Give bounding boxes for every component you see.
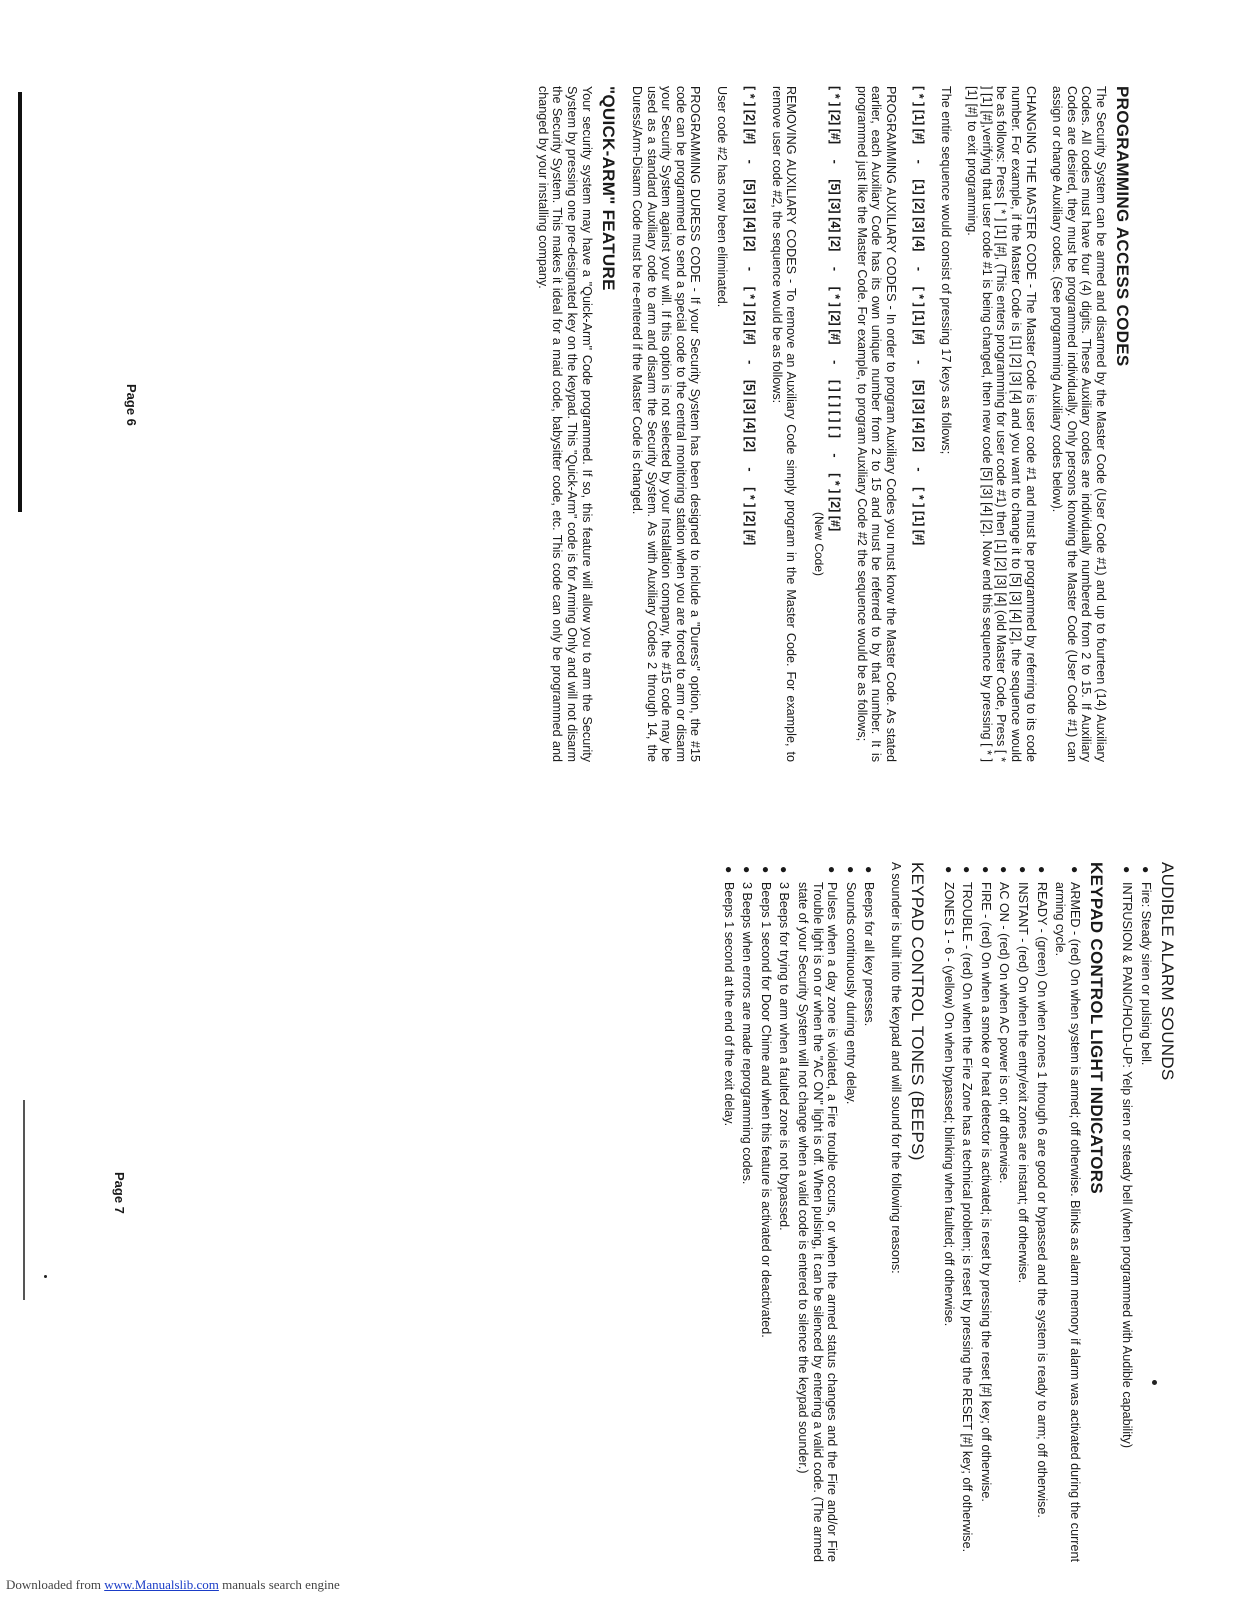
- list-item: ● Beeps for all key presses.: [862, 866, 877, 1027]
- key-group: [ * ] [2] [#]: [828, 286, 843, 345]
- key-group: [5] [3] [4] [2]: [828, 179, 843, 252]
- light-indicators-list: [941, 862, 1082, 1562]
- list-item: ● ARMED - (red) On when system is armed; off otherwise. Blinks as alarm memory if alarm was activated during the current arming cycle.: [1053, 866, 1082, 1562]
- bullet-icon: ●: [843, 866, 858, 874]
- key-group: [5] [3] [4] [2]: [743, 379, 758, 452]
- manual-page-7: [0, 800, 1237, 1600]
- separator: -: [743, 159, 758, 164]
- access-codes-intro: The Security System can be armed and disarmed by the Master Code (User Code #1) and up to fourteen (14) Auxiliary Codes. All codes must have four (4) digits. These Auxiliary codes are individually numbered from 2 to 15. If Auxiliary Codes are desired, they must be programmed individually. Only persons knowing the Master Code (User Code #1) can assign or change Auxiliary codes. (See programming Auxiliary codes below).: [1050, 86, 1108, 762]
- scan-speck: [1152, 1380, 1157, 1385]
- separator: -: [912, 467, 927, 472]
- scan-speck: [44, 1275, 47, 1278]
- key-group: [ * ] [2] [#]: [743, 286, 758, 345]
- key-group: [5] [3] [4] [2]: [912, 379, 927, 452]
- separator: -: [743, 360, 758, 365]
- separator: -: [828, 360, 843, 365]
- changing-master-code-paragraph: CHANGING THE MASTER CODE - The Master Code is user code #1 and must be programmed by referring to its code number. For example, if the Master Code is [1] [2] [3] [4] and you want to change it to [5] [3] [4] [2], the sequence would be as follows: Press [ * ] [1] [#], (This enters programming for user code #1) then [1] [2] [3] [4] (old Master Code, Press [ * ] [1] [#],verifying that user code #1 is being changed, then new code [5] [3] [4] [2]. Now end this sequence by pressing [ * ] [1] [#] to exit programming.: [965, 86, 1038, 762]
- key-group: [5] [3] [4] [2]: [743, 179, 758, 252]
- list-item: ● TROUBLE - (red) On when the Fire Zone has a technical problem; is reset by pressing the RESET [#] key; off otherwise.: [960, 866, 975, 1553]
- list-item: ● AC ON - (red) On when AC power is on; off otherwise.: [997, 866, 1012, 1184]
- key-group: [ * ] [2] [#]: [743, 487, 758, 546]
- bullet-icon: ●: [721, 866, 736, 874]
- key-group: [ * ] [1] [#]: [912, 286, 927, 345]
- remove-result-text: User code #2 has now been eliminated.: [715, 86, 730, 308]
- alarm-sounds-list: [1120, 862, 1153, 1562]
- tones-list: [721, 862, 876, 1562]
- bullet-icon: ●: [1067, 866, 1082, 874]
- duress-code-paragraph: PROGRAMMING DURESS CODE - If your Security System has been designed to include a "Duress" option, the #15 code can be programmed to send a special code to the central monitoring station when you are forced to arm or disarm your Security System against your will. If this option is not selected by your Installation company, the #15 code may be used as a standard Auxiliary code to arm and disarm the Security System. As with Auxiliary Codes 2 through 14, the Duress/Arm-Disarm Code must be re-entered if the Master Code is changed.: [630, 86, 703, 762]
- scan-edge-bar: [18, 92, 22, 512]
- bullet-icon: ●: [941, 866, 956, 874]
- remove-code-key-sequence: [743, 86, 757, 762]
- list-item: ● 3 Beeps for trying to arm when a faulted zone is not bypassed.: [777, 866, 792, 1231]
- key-group: [1] [2] [3] [4]: [912, 179, 927, 252]
- programming-auxiliary-codes-paragraph: PROGRAMMING AUXILIARY CODES - In order to program Auxiliary Codes you must know the Master Code. As stated earlier, each Auxiliary Code has its own unique number from 2 to 15 and must be referred to by that number. It is programmed just like the Master Code. For example, to program Auxiliary Code #2 the sequence would be as follows;: [854, 86, 899, 762]
- bullet-icon: ●: [1016, 866, 1031, 874]
- bullet-icon: ●: [1034, 866, 1049, 874]
- bullet-icon: ●: [825, 866, 840, 874]
- page-6-number: Page 6: [124, 384, 139, 426]
- programming-access-codes-heading: PROGRAMMING ACCESS CODES: [1113, 86, 1132, 367]
- auxiliary-code-key-sequence: [812, 86, 842, 762]
- key-group: [ * ] [1] [#]: [912, 487, 927, 546]
- key-group: [ * ] [2] [#]: [828, 473, 843, 532]
- list-item: ● INSTANT - (red) On when the entry/exit zones are instant; off otherwise.: [1016, 866, 1031, 1284]
- audible-alarm-sounds-heading: AUDIBLE ALARM SOUNDS: [1158, 862, 1177, 1081]
- quick-arm-paragraph: Your security system may have a "Quick-Arm" Code programmed. If so, this feature will allow you to arm the Security System by pressing one pre-designated key on the keypad. This "Quick-Arm" code is for Arming Only and will not disarm the Security System. This makes it ideal for a maid code, babysitter code, etc. This code can only be programmed and changed by your installing company.: [535, 86, 594, 762]
- footer-suffix: manuals search engine: [222, 1577, 340, 1592]
- separator: -: [743, 266, 758, 272]
- download-footer: [6, 1577, 340, 1593]
- removing-auxiliary-codes-paragraph: REMOVING AUXILIARY CODES - To remove an Auxiliary Code simply program in the Master Code. For example, to remove user code #2, the sequence would be as follows:: [769, 86, 799, 762]
- list-item: ● Fire: Steady siren or pulsing bell.: [1139, 866, 1153, 1066]
- page-7-number: Page 7: [112, 1172, 127, 1214]
- key-group: [ ] [ ] [ ] [ ]: [828, 379, 843, 438]
- bullet-icon: ●: [740, 866, 755, 874]
- new-code-note: (New Code): [812, 512, 827, 577]
- separator: -: [828, 453, 843, 458]
- key-group: [ * ] [1] [#]: [912, 86, 927, 145]
- master-sequence-intro: The entire sequence would consist of pressing 17 keys as follows;: [938, 86, 953, 455]
- separator: -: [828, 159, 843, 164]
- separator: -: [912, 266, 927, 272]
- page-6-column: [523, 86, 1132, 762]
- list-item: ● FIRE - (red) On when a smoke or heat detector is activated; is reset by pressing the reset [#] key; off otherwise.: [978, 866, 993, 1502]
- list-item: ● Sounds continuously during entry delay.: [843, 866, 858, 1105]
- bullet-icon: ●: [960, 866, 975, 874]
- keypad-control-tones-heading: KEYPAD CONTROL TONES (BEEPS): [908, 862, 928, 1161]
- list-item: ● INTRUSION & PANIC/HOLD-UP: Yelp siren or steady bell (when programmed with Audible capability): [1120, 866, 1135, 1449]
- list-item: ● Beeps 1 second at the end of the exit delay.: [721, 866, 736, 1127]
- separator: -: [743, 467, 758, 472]
- tones-intro: A sounder is built into the keypad and will sound for the following reasons:: [889, 862, 904, 1274]
- list-item: ● Pulses when a day zone is violated, a Fire trouble occurs, or when the armed status changes and the Fire and/or Fire Trouble light is on or when the "AC ON" light is off. When pulsing, it can be silenced by entering a valid code. (The armed state of your Security System will not change when a valid code is entered to silence the keypad sounder.): [796, 866, 840, 1562]
- key-group: [ * ] [2] [#]: [743, 86, 758, 145]
- list-item: ● ZONES 1 - 6 - (yellow) On when bypassed; blinking when faulted; off otherwise.: [941, 866, 956, 1327]
- bullet-icon: ●: [758, 866, 773, 874]
- bullet-icon: ●: [978, 866, 993, 874]
- list-item: ● Beeps 1 second for Door Chime and when this feature is activated or deactivated.: [758, 866, 773, 1338]
- separator: -: [912, 360, 927, 365]
- manualslib-link[interactable]: www.Manualslib.com: [104, 1577, 219, 1592]
- separator: -: [828, 266, 843, 272]
- master-code-key-sequence: [912, 86, 926, 762]
- footer-prefix: Downloaded from: [6, 1577, 101, 1592]
- keypad-light-indicators-heading: KEYPAD CONTROL LIGHT INDICATORS: [1086, 862, 1106, 1194]
- bullet-icon: ●: [1139, 866, 1153, 874]
- bullet-icon: ●: [862, 866, 877, 874]
- list-item: ● 3 Beeps when errors are made reprogramming codes.: [740, 866, 755, 1185]
- bullet-icon: ●: [1120, 866, 1135, 874]
- bullet-icon: ●: [777, 866, 792, 874]
- separator: -: [912, 159, 927, 164]
- list-item: ● READY - (green) On when zones 1 through 6 are good or bypassed and the system is ready to arm; off otherwise.: [1034, 866, 1049, 1518]
- page-7-column: [707, 862, 1177, 1562]
- key-group: [ * ] [2] [#]: [828, 86, 843, 145]
- scan-edge-bar: [23, 1100, 25, 1300]
- quick-arm-heading: "QUICK-ARM" FEATURE: [598, 86, 618, 291]
- bullet-icon: ●: [997, 866, 1012, 874]
